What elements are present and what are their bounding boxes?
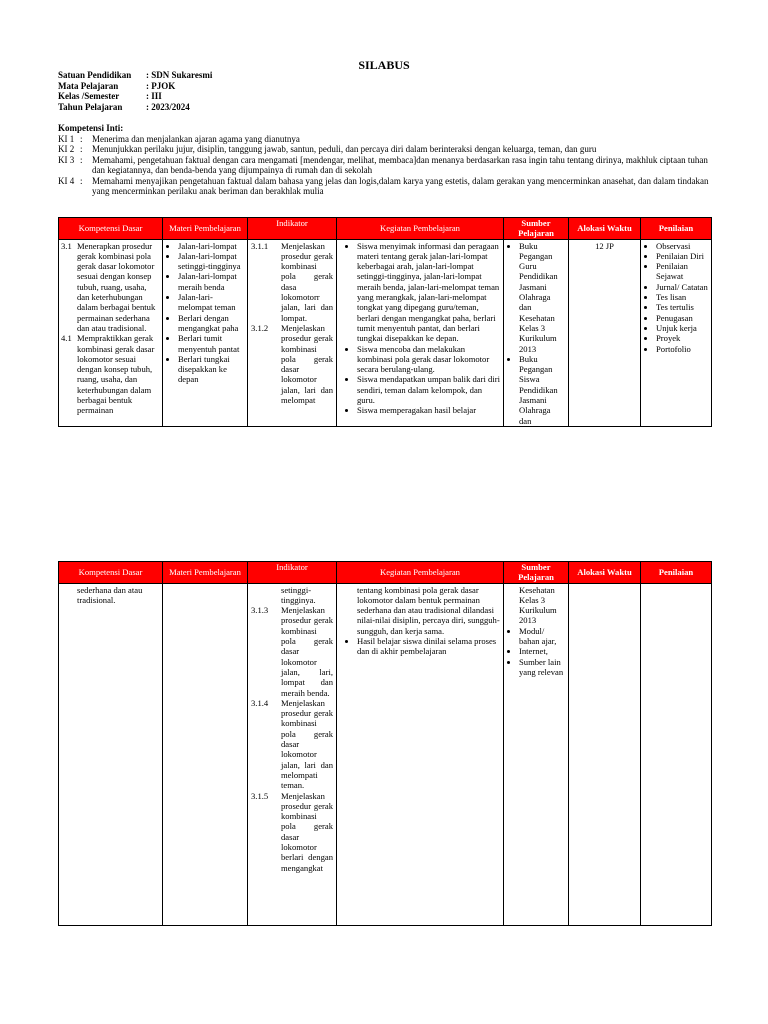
identity-label: Tahun Pelajaran: [58, 101, 123, 112]
list-item: • Penilaian Diri: [656, 251, 708, 261]
header-kompetensi-dasar: Kompetensi Dasar: [59, 562, 163, 584]
list-item: • Portofolio: [656, 344, 708, 354]
cell-kegiatan: [337, 239, 504, 426]
table-header-row: [59, 562, 712, 584]
list-item: • Buku Pegangan Guru Pendidikan Jasmani Olahraga dan Kesehatan Kelas 3 Kurikulum 2013: [519, 241, 565, 354]
identity-row: [58, 102, 212, 113]
identity-value: : PJOK: [146, 80, 176, 91]
list-item: • Observasi: [656, 241, 708, 251]
table-row: [59, 583, 712, 925]
list-item: • Jalan-lari-melompat teman: [178, 292, 244, 313]
header-indikator: Indikator: [248, 562, 337, 584]
header-sumber: Sumber Pelajaran: [504, 562, 569, 584]
list-item: • Penugasan: [656, 313, 708, 323]
header-alokasi: Alokasi Waktu: [569, 562, 641, 584]
header-penilaian: Penilaian: [641, 218, 712, 240]
identity-value: : SDN Sukaresmi: [146, 70, 213, 80]
list-item: • Sumber lain yang relevan: [519, 657, 565, 678]
kompetensi-inti-heading: Kompetensi Inti:: [58, 123, 124, 133]
kompetensi-inti-block: [58, 123, 712, 197]
identity-label: Satuan Pendidikan: [58, 70, 132, 80]
cell-indikator: 3.1.1 Menjelaskan prosedur gerak kombinasi pola gerak dasa lokomotorr jalan, lari dan lompat. 3.1.2 Menjelaskan prosedur gerak kombinasi pola gerak dasar lokomotor jalan, lari dan melompat: [248, 239, 337, 426]
ki-item: KI 1 : Menerima dan menjalankan ajaran agama yang dianutnya: [58, 133, 300, 144]
list-item: • Siswa mencoba dan melakukan kombinasi pola gerak dasar lokomotor secara berulang-ulang.: [357, 344, 500, 375]
header-alokasi: Alokasi Waktu: [569, 218, 641, 240]
cell-kompetensi-dasar: sederhana dan atau tradisional.: [59, 583, 163, 925]
silabus-table-page-1: [58, 217, 712, 427]
header-kegiatan: Kegiatan Pembelajaran: [337, 562, 504, 584]
header-materi: Materi Pembelajaran: [163, 562, 248, 584]
list-item: • Modul/ bahan ajar,: [519, 626, 565, 647]
page-title: SILABUS: [358, 58, 410, 72]
cell-sumber: [504, 239, 569, 426]
list-item: • Berlari tungkai disepakkan ke depan: [178, 354, 244, 385]
cell-penilaian: [641, 583, 712, 925]
identity-label: Kelas /Semester: [58, 91, 120, 101]
kegiatan-continuation: tentang kombinasi pola gerak dasar lokomotor dalam bentuk permainan sederhana dan atau tradisional dilandasi nilai-nilai disiplin, percaya diri, sungguh-sungguh, dan kerja sama.: [357, 584, 500, 636]
identity-block: [58, 70, 212, 112]
cell-materi: [163, 239, 248, 426]
list-item: • Internet,: [519, 646, 565, 656]
header-materi: Materi Pembelajaran: [163, 218, 248, 240]
list-item: • Jalan-lari-lompat: [178, 241, 244, 251]
header-kegiatan: Kegiatan Pembelajaran: [337, 218, 504, 240]
ki-item: KI 2 : Menunjukkan perilaku jujur, disiplin, tanggung jawab, santun, peduli, dan percaya diri dalam berinteraksi dengan keluarga, teman, dan guru: [58, 144, 597, 154]
list-item: • Jalan-lari-lompat meraih benda: [178, 271, 244, 292]
identity-value: : III: [146, 91, 162, 101]
cell-indikator: setinggi-tingginya. 3.1.3 Menjelaskan prosedur gerak kombinasi pola gerak dasar lokomotor jalan, lari, lompat dan meraih benda. 3.1.4 Menjelaskan prosedur gerak kombinasi pola gerak dasar lokomotor jalan, lari dan melompati teman. 3.1.5 Menjelaskan prosedur gerak kombinasi pola gerak dasar lokomotor berlari dengan mengangkat: [248, 583, 337, 925]
list-item: • Penilaian Sejawat: [656, 261, 708, 282]
ki-item: KI 3 : Memahami, pengetahuan faktual dengan cara mengamati [mendengar, melihat, membaca]dan menanya berdasarkan rasa ingin tahu tentang dirinya, makhluk ciptaan tuhan dan kegiatannya, dan benda-benda yang dijumpainya di rumah dan di sekolah: [58, 154, 708, 175]
identity-value: : 2023/2024: [146, 101, 190, 112]
cell-alokasi: [569, 583, 641, 925]
list-item: • Berlari dengan mengangkat paha: [178, 313, 244, 334]
silabus-table-page-2: [58, 561, 712, 926]
header-indikator: Indikator: [248, 218, 337, 240]
header-kompetensi-dasar: Kompetensi Dasar: [59, 218, 163, 240]
list-item: • Proyek: [656, 333, 708, 343]
table-row: [59, 239, 712, 426]
cell-kompetensi-dasar: 3.1 Menerapkan prosedur gerak kombinasi pola gerak dasar lokomotor sesuai dengan konsep tubuh, ruang, usaha, dan keterhubungan dalam berbagai bentuk permainan sederhana dan atau tradisional. 4.1 Mempraktikkan gerak kombinasi gerak dasar lokomotor sesuai dengan konsep tubuh, ruang, usaha, dan keterhubungan dalam berbagai bentuk permainan: [59, 239, 163, 426]
identity-label: Mata Pelajaran: [58, 80, 119, 91]
ki-item: KI 4 : Memahami menyajikan pengetahuan faktual dalam bahasa yang jelas dan logis,dalam karya yang estetis, dalam gerakan yang mencerminkan anasehat, dan dalam tindakan yang mencerminkan perilaku anak beriman dan berakhlak mulia: [58, 175, 709, 196]
list-item: • Jurnal/ Catatan: [656, 282, 708, 292]
cell-penilaian: [641, 239, 712, 426]
list-item: • Tes lisan: [656, 292, 708, 302]
list-item: • Berlari tumit menyentuh pantat: [178, 333, 244, 354]
list-item: • Siswa menyimak informasi dan peragaan materi tentang gerak jalan-lari-lompat keberbagai arah, jalan-lari-lompat setinggi-tingginya, jalan-lari-lompat meraih benda, jalan-lari-melompat teman yang merangkak, jalan-lari-melompat tongkat yang dipegang guru/teman, berlari dengan mengangkat paha, berlari tumit menyentuh pantat, dan berlari tungkai disepakkan ke depan.: [357, 241, 500, 344]
list-item: • Buku Pegangan Siswa Pendidikan Jasmani Olahraga dan: [519, 354, 565, 426]
cell-materi: [163, 583, 248, 925]
list-item: • Tes tertulis: [656, 302, 708, 312]
list-item: • Unjuk kerja: [656, 323, 708, 333]
sumber-continuation: Kesehatan Kelas 3 Kurikulum 2013: [519, 584, 557, 626]
cell-sumber: [504, 583, 569, 925]
cell-kegiatan: [337, 583, 504, 925]
cell-alokasi: 12 JP: [569, 239, 641, 426]
identity-row: [58, 91, 212, 102]
header-penilaian: Penilaian: [641, 562, 712, 584]
table-header-row: [59, 218, 712, 240]
identity-row: [58, 70, 212, 81]
list-item: • Siswa mendapatkan umpan balik dari diri sendiri, teman dalam kelompok, dan guru.: [357, 374, 500, 405]
list-item: • Siswa memperagakan hasil belajar: [357, 405, 500, 415]
identity-row: [58, 81, 212, 92]
list-item: • Hasil belajar siswa dinilai selama proses dan di akhir pembelajaran: [357, 636, 500, 657]
list-item: • Jalan-lari-lompat setinggi-tingginya: [178, 251, 244, 272]
header-sumber: Sumber Pelajaran: [504, 218, 569, 240]
